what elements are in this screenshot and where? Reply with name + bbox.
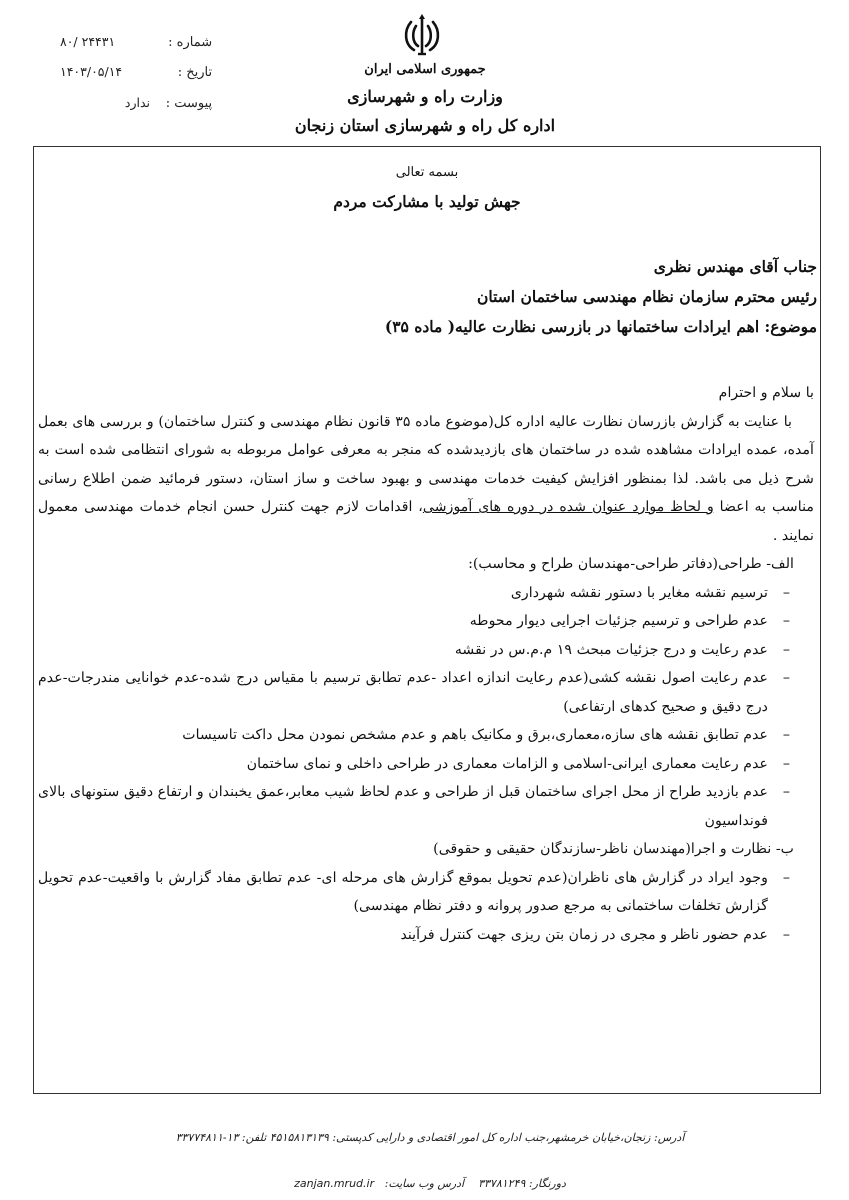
list-item <box>38 778 814 835</box>
list-item <box>38 864 814 921</box>
dash-bullet: – <box>782 755 790 772</box>
letter-number <box>60 34 212 50</box>
dash-bullet: – <box>782 869 790 886</box>
dash-bullet: – <box>782 670 790 686</box>
letter-attachment <box>60 95 212 111</box>
header-office: اداره کل راه و شهرسازی استان زنجان <box>294 116 556 135</box>
section-a-heading: الف- طراحی(دفاتر طراحی-مهندسان طراح و محاسب): <box>468 556 794 572</box>
header-ministry: وزارت راه و شهرسازی <box>347 87 503 106</box>
letter-body <box>38 379 814 949</box>
list-item <box>38 636 814 665</box>
section-b-list <box>38 864 814 950</box>
dash-bullet: – <box>782 926 790 943</box>
letter-subject: موضوع: اهم ایرادات ساختمانها در بازرسی نظارت عالیه( ماده ۳۵) <box>384 317 817 336</box>
intro-text-1: با عنایت به گزارش بازرسان نظارت عالیه اداره کل(موضوع ماده ۳۵ قانون نظام مهندسی و کنترل ساختمان) و بررسی های بعمل آمده، عمده ایرادات مشاهده شده در ساختمان های بازدیدشده که منجر به معرفی عوامل مربوطه به شورای انتظامی شده است به شرح ذیل می باشد. لذا بمنظور افزایش کیفیت خدمات مهندسی و بهبود ساخت و ساز استان، دستور فرمائید ضمن اطلاع رسانی مناسب به اعضا <box>38 413 814 515</box>
addressee-title: رئیس محترم سازمان نظام مهندسی ساختمان استان <box>477 287 817 306</box>
intro-paragraph <box>38 408 814 551</box>
intro-underlined-text: و لحاظ موارد عنوان شده در دوره های آموزشی <box>422 499 714 515</box>
list-item <box>38 579 814 608</box>
list-item-text: عدم تطابق نقشه های سازه،معماری،برق و مکانیک باهم و عدم مشخص نمودن محل داکت تاسیسات <box>182 727 768 743</box>
footer-contact <box>230 1177 630 1190</box>
iran-emblem-icon <box>402 12 442 60</box>
list-item-text: ترسیم نقشه مغایر با دستور نقشه شهرداری <box>510 584 768 601</box>
letter-number-value: ۸۰/ ۲۴۴۳۱ <box>60 34 116 49</box>
intro-text-2: ، اقدامات لازم جهت کنترل حسن انجام خدمات مهندسی معمول نمایند . <box>38 499 814 544</box>
bismillah: بسمه تعالی <box>395 165 459 180</box>
list-item <box>38 664 814 721</box>
footer-website-link[interactable]: zanjan.mrud.ir <box>294 1177 375 1190</box>
addressee-name: جناب آقای مهندس نظری <box>653 257 817 276</box>
dash-bullet: – <box>782 613 790 629</box>
footer-address: آدرس: زنجان،خیابان خرمشهر،جنب اداره کل امور اقتصادی و دارایی کدپستی: ۴۵۱۵۸۱۳۱۳۹ تلفن: ۱۳-۳۳۷۷۴۸۱۱ <box>175 1131 685 1144</box>
section-a-list <box>38 579 814 836</box>
list-item-text: عدم طراحی و ترسیم جزئیات اجرایی دیوار محوطه <box>469 613 768 629</box>
letter-attachment-label: پیوست : <box>165 96 213 111</box>
list-item <box>38 721 814 750</box>
list-item-text: عدم رعایت و درج جزئیات مبحث ۱۹ م.م.س در نقشه <box>454 641 768 658</box>
list-item <box>38 921 814 950</box>
dash-bullet: – <box>782 641 790 658</box>
list-item-text: عدم رعایت اصول نقشه کشی(عدم رعایت اندازه اعداد -عدم تطابق ترسیم با مقیاس درج شده-عدم خوانایی مندرجات-عدم درج دقیق و صحیح کدهای ارتفاعی) <box>38 670 768 715</box>
list-item-text: وجود ایراد در گزارش های ناظران(عدم تحویل بموقع گزارش های مرحله ای- عدم تطابق مفاد گزارش با واقعیت-عدم تحویل گزارش تخلفات ساختمانی به مرجع صدور پروانه و دفتر نظام مهندسی) <box>38 869 768 914</box>
dash-bullet: – <box>782 784 790 800</box>
list-item <box>38 607 814 636</box>
greeting: با سلام و احترام <box>718 385 814 401</box>
footer-site-label: آدرس وب سایت: <box>384 1177 465 1190</box>
footer-fax: دورنگار: ۳۳۷۸۱۲۴۹ <box>478 1177 566 1190</box>
section-b-heading: ب- نظارت و اجرا(مهندسان ناظر-سازندگان حقیقی و حقوقی) <box>433 841 794 857</box>
list-item-text: عدم رعایت معماری ایرانی-اسلامی و الزامات معماری در طراحی داخلی و نمای ساختمان <box>246 755 768 772</box>
letter-attachment-value: ندارد <box>124 95 150 110</box>
letter-number-label: شماره : <box>168 35 213 50</box>
slogan: جهش تولید با مشارکت مردم <box>333 192 521 211</box>
list-item-text: عدم بازدید طراح از محل اجرای ساختمان قبل از طراحی و عدم لحاظ شیب معابر،عمق یخبندان و ارتفاع دقیق ستونهای بالای فونداسیون <box>38 784 768 829</box>
list-item-text: عدم حضور ناظر و مجری در زمان بتن ریزی جهت کنترل فرآیند <box>400 926 768 943</box>
letter-date <box>60 64 212 80</box>
dash-bullet: – <box>782 584 790 601</box>
header-country: جمهوری اسلامی ایران <box>364 62 486 77</box>
letter-date-value: ۱۴۰۳/۰۵/۱۴ <box>60 64 123 79</box>
dash-bullet: – <box>782 727 790 743</box>
list-item <box>38 750 814 779</box>
letter-date-label: تاریخ : <box>177 65 213 80</box>
